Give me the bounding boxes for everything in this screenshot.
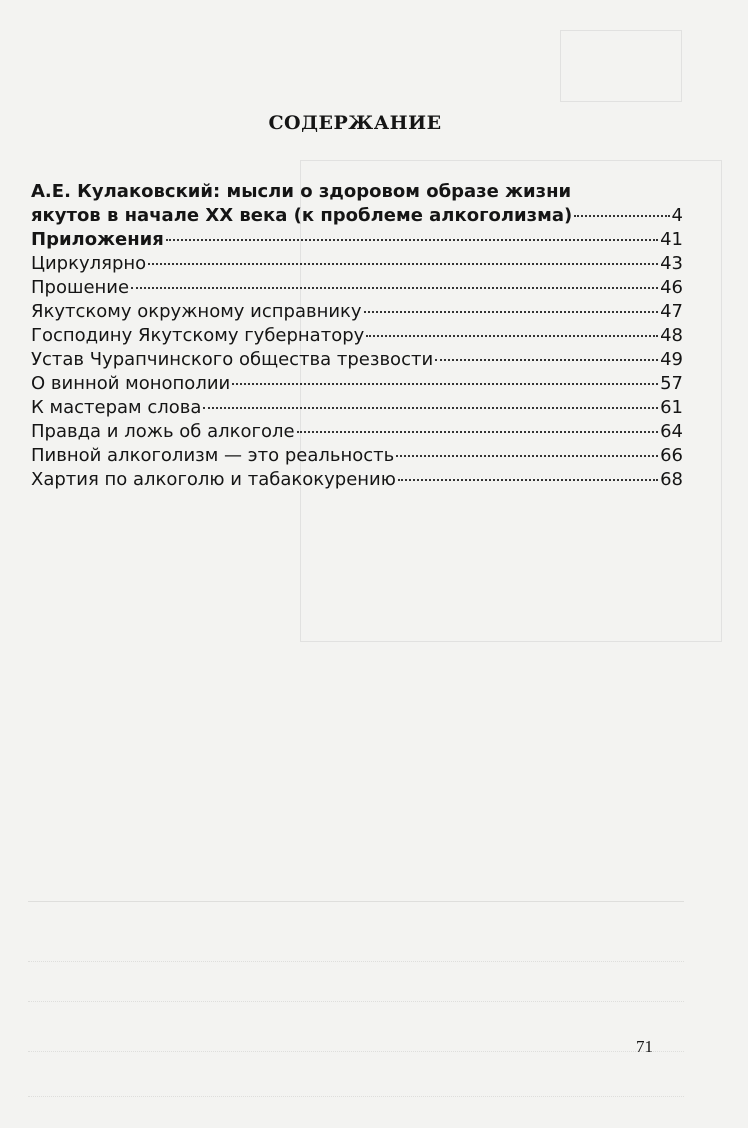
- toc-page-number: 66: [660, 445, 683, 466]
- toc-entry: [31, 468, 683, 492]
- toc-entry: [31, 372, 683, 396]
- ghost-rule: [28, 1050, 684, 1052]
- toc-entry-title: Господину Якутскому губернатору: [31, 325, 365, 346]
- dot-leader: [574, 215, 669, 217]
- dot-leader: [398, 479, 658, 481]
- toc-entry-title: К мастерам слова: [31, 397, 202, 418]
- dot-leader: [166, 239, 658, 241]
- table-of-contents: [31, 180, 683, 492]
- toc-page-number: 48: [660, 325, 683, 346]
- toc-entry-title: якутов в начале XX века (к проблеме алкоголизма): [31, 205, 573, 226]
- toc-entry: [31, 348, 683, 372]
- dot-leader: [396, 455, 658, 457]
- toc-entry-line1: А.Е. Кулаковский: мысли о здоровом образе жизни: [31, 181, 572, 202]
- ghost-rule: [28, 1095, 684, 1097]
- toc-entry: [31, 396, 683, 420]
- dot-leader: [131, 287, 658, 289]
- dot-leader: [232, 383, 658, 385]
- toc-entry-title: Хартия по алкоголю и табакокурению: [31, 469, 396, 490]
- toc-page-number: 64: [660, 421, 683, 442]
- toc-page-number: 49: [660, 349, 683, 370]
- dot-leader: [297, 431, 659, 433]
- toc-entry: [31, 252, 683, 276]
- toc-entry-title: Приложения: [31, 229, 164, 250]
- dot-leader: [435, 359, 658, 361]
- toc-page-number: 4: [671, 205, 683, 226]
- toc-page-number: 47: [660, 301, 683, 322]
- toc-entry: [31, 276, 683, 300]
- page-heading: СОДЕРЖАНИЕ: [268, 112, 442, 134]
- toc-page-number: 68: [660, 469, 683, 490]
- toc-list: [31, 228, 683, 492]
- dot-leader: [366, 335, 658, 337]
- toc-entry: [31, 228, 683, 252]
- toc-entry: [31, 420, 683, 444]
- toc-entry-title: Правда и ложь об алкоголе: [31, 421, 295, 442]
- ghost-rule: [28, 1000, 684, 1002]
- toc-page-number: 57: [660, 373, 683, 394]
- toc-entry-title: Якутскому окружному исправнику: [31, 301, 362, 322]
- toc-entry: [31, 444, 683, 468]
- toc-page-number: 43: [660, 253, 683, 274]
- ghost-rule: [28, 900, 684, 902]
- toc-entry: [31, 324, 683, 348]
- toc-entry: [31, 204, 683, 228]
- toc-entry-title: Пивной алкоголизм — это реальность: [31, 445, 395, 466]
- dot-leader: [203, 407, 658, 409]
- toc-page-number: 41: [660, 229, 683, 250]
- page-number: 71: [636, 1037, 653, 1056]
- toc-entry-title: Устав Чурапчинского общества трезвости: [31, 349, 434, 370]
- toc-entry-title: Циркулярно: [31, 253, 147, 274]
- toc-page-number: 61: [660, 397, 683, 418]
- toc-entry: [31, 300, 683, 324]
- toc-entry-title: Прошение: [31, 277, 130, 298]
- toc-page-number: 46: [660, 277, 683, 298]
- dot-leader: [148, 263, 658, 265]
- ghost-rule: [28, 960, 684, 962]
- toc-entry-title: О винной монополии: [31, 373, 231, 394]
- dot-leader: [364, 311, 659, 313]
- faint-box: [560, 30, 682, 102]
